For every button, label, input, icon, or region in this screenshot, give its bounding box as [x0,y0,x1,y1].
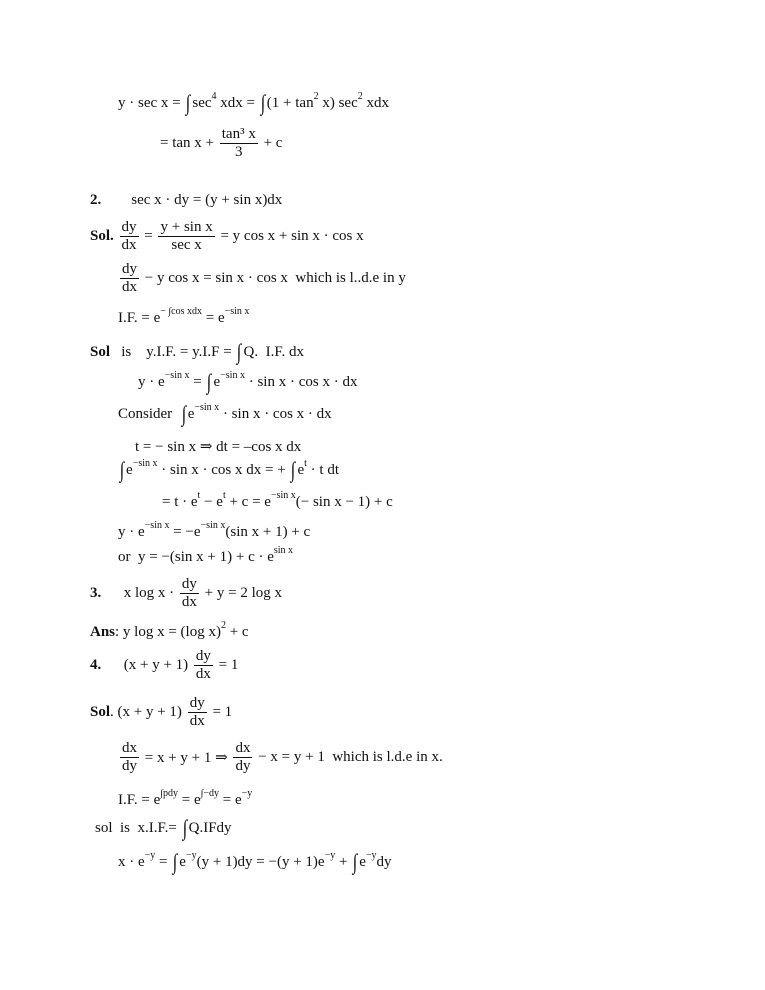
fraction [188,695,207,730]
bold-label: 3. [90,584,102,601]
math-text: · sin x · cos x dx = + [157,461,290,478]
sol-4-step1 [90,692,232,732]
integral-sign: ∫ [352,849,358,874]
sol-4-step2 [118,737,443,777]
sol-2-step1 [90,216,364,256]
sol-4-step3 [118,842,392,882]
denominator: dx [122,278,137,295]
integral-sign: ∫ [260,90,266,115]
math-text: Q.IFdy [188,819,232,836]
math-text: e [297,461,305,478]
math-text: Consider [118,405,180,422]
superscript: −sin x [132,457,158,469]
math-text: − e [200,493,223,510]
math-text: · sin x · cos x · dx [219,405,332,422]
bold-label: Sol [90,703,111,720]
math-text: y · sec x = [118,94,185,111]
math-text: y · e [138,373,165,390]
math-text: sol is x.I.F.= [95,819,181,836]
math-text: = [189,373,206,390]
fraction [194,648,213,683]
bold-label: 2. [90,191,102,208]
math-text: + c [225,623,249,640]
superscript: −sin x [200,519,226,531]
denominator: dx [121,236,137,253]
math-text: sec x · dy = (y + sin x)dx [101,191,283,208]
math-text: = 1 [214,656,239,673]
math-text: I.F. = e [118,791,161,808]
problem-4 [90,645,238,685]
superscript: t [197,489,201,501]
bold-label: Sol. [90,227,118,244]
superscript: − ∫cos xdx [160,305,202,317]
math-text: or y = −(sin x + 1) + c · e [118,548,274,565]
math-text: + y = 2 log x [200,584,283,601]
math-text: e [213,373,221,390]
math-text: = 1 [208,703,233,720]
eq-y-sec-x [118,83,389,123]
math-text: = −e [169,523,201,540]
integral-sign: ∫ [181,401,186,426]
denominator: dx [181,593,197,610]
fraction [158,219,214,254]
math-text: · sin x · cos x · dx [244,373,358,390]
math-text: xdx [362,94,389,111]
numerator: dy [189,694,205,711]
numerator: dx [235,739,251,756]
integral-sign: ∫ [119,457,125,482]
superscript: −sin x [144,519,170,531]
denominator: dx [195,665,211,682]
superscript: t [222,489,226,501]
superscript: −sin x [164,369,190,381]
math-text: = [140,227,157,244]
math-text: = e [219,791,242,808]
bold-label: 4. [90,656,102,673]
denominator: dy [235,757,251,774]
denominator: 3 [235,143,243,160]
eq-tan-result [160,123,282,163]
numerator: dy [121,218,137,235]
numerator: tan³ x [221,125,256,142]
numerator: y + sin x [160,218,213,235]
math-text: sec [192,94,212,111]
integral-sign: ∫ [291,457,296,482]
math-text: = y cos x + sin x · cos x [216,227,364,244]
math-text: · t dt [306,461,340,478]
superscript: −y [144,849,156,861]
bold-label: Ans [90,623,116,640]
denominator: sec x [171,236,202,253]
fraction [180,576,199,611]
math-text: + c = e [225,493,271,510]
math-text: x · e [118,853,145,870]
math-text: xdx = [216,94,259,111]
math-text: I.F. = e [118,309,161,326]
integral-sign: ∫ [237,339,242,364]
math-text: (− sin x − 1) + c [295,493,393,510]
math-text: (1 + tan [266,94,314,111]
math-text: = tan x + [160,134,218,151]
math-text: . (x + y + 1) [110,703,186,720]
math-text: : y log x = (log x) [115,623,221,640]
superscript: 2 [313,90,319,102]
math-text: e [359,853,366,870]
numerator: dx [122,739,137,756]
math-text: is y.I.F. = y.I.F = [110,343,236,360]
superscript: −y [324,849,336,861]
superscript: −sin x [270,489,296,501]
math-text: e [179,853,186,870]
math-text: e [126,461,133,478]
numerator: dy [181,575,197,592]
superscript: sin x [273,544,294,556]
fraction [120,219,139,254]
numerator: dy [122,260,137,277]
denominator: dx [189,712,205,729]
denominator: dy [122,757,137,774]
superscript: −sin x [220,369,245,381]
fraction [120,740,139,775]
superscript: 4 [211,90,217,102]
math-text: y · e [118,523,145,540]
fraction [220,126,258,161]
math-text: t = − sin x ⇒ dt = –cos x dx [135,438,302,455]
math-text: = e [178,791,201,808]
integral-sign: ∫ [186,90,191,115]
math-text: x) sec [318,94,358,111]
integral-sign: ∫ [182,815,187,840]
fraction [120,261,139,296]
sol-2-final [118,537,293,577]
superscript: −y [241,787,253,799]
math-text: (x + y + 1) [101,656,192,673]
math-text: = e [201,309,225,326]
math-text: (y + 1)dy = −(y + 1)e [196,853,325,870]
superscript: 2 [220,619,226,631]
bold-label: Sol [90,343,111,360]
superscript: t [304,457,307,469]
problem-2 [90,180,282,220]
superscript: ∫−dy [200,787,220,799]
problem-3 [90,573,282,613]
math-text: + c [259,134,283,151]
math-text: (sin x + 1) + c [225,523,311,540]
math-text: − y cos x = sin x · cos x which is l..d.e in y [141,269,406,286]
math-text: dy [376,853,392,870]
sol-2-step2 [118,258,406,298]
math-text: Q. I.F. dx [243,343,304,360]
math-text: + [335,853,352,870]
math-text: − x = y + 1 which is l.d.e in x. [254,748,443,765]
superscript: ∫pdy [160,787,179,799]
math-text: e [187,405,195,422]
fraction [233,740,252,775]
numerator: dy [195,647,211,664]
math-text: = x + y + 1 ⇒ [141,749,232,766]
integral-sign: ∫ [207,369,212,394]
superscript: −y [365,849,377,861]
math-text: = [155,853,172,870]
superscript: 2 [357,90,363,102]
math-text: x log x · [101,584,178,601]
superscript: −sin x [224,305,250,317]
integral-sign: ∫ [173,849,178,874]
superscript: −sin x [194,401,220,413]
math-text: = t · e [162,493,198,510]
superscript: −y [185,849,197,861]
